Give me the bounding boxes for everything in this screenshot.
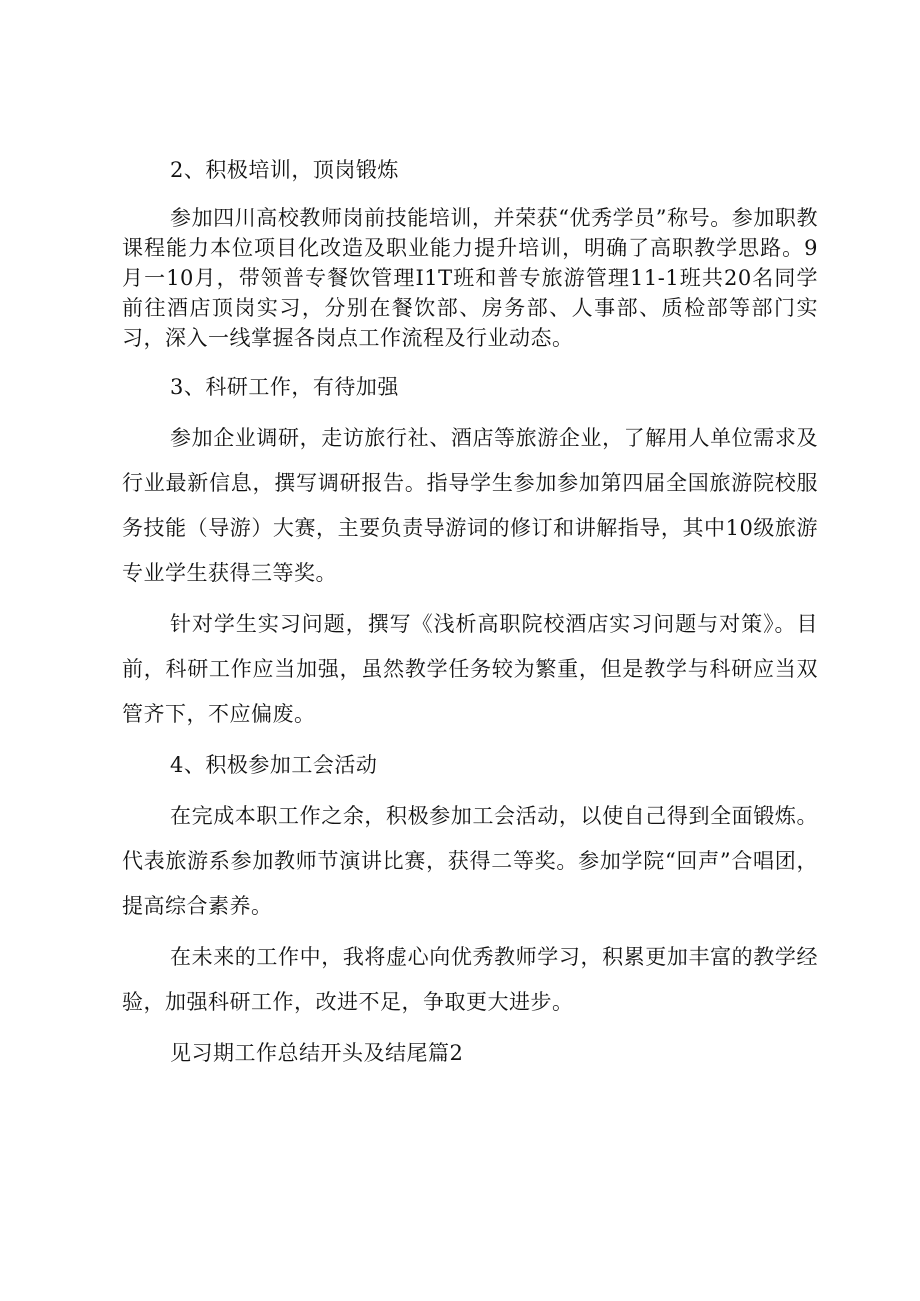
spacer (122, 353, 818, 365)
document-body (122, 148, 818, 1076)
next-article-title: 见习期工作总结开头及结尾篇2 (170, 1041, 464, 1065)
section-heading-research: 3、科研工作，有待加强 (170, 375, 399, 399)
paragraph-training: 参加四川高校教师岗前技能培训，并荣获“优秀学员”称号。参加职教课程能力本位项目化改造及职业能力提升培训，明确了高职教学思路。9月一10月，带领普专餐饮管理I1T班和普专旅游管理11-1班共20名同学前往酒店顶岗实习，分别在餐饮部、房务部、人事部、质检部等部门实习，深入一线掌握各岗点工作流程及行业动态。 (122, 206, 818, 350)
section-heading-union: 4、积极参加工会活动 (170, 753, 378, 777)
paragraph-union-activities: 在完成本职工作之余，积极参加工会活动，以使自己得到全面锻炼。代表旅游系参加教师节演讲比赛，获得二等奖。参加学院“回声”合唱团，提高综合素养。 (122, 804, 818, 918)
paragraph-future-plan: 在未来的工作中，我将虚心向优秀教师学习，积累更加丰富的教学经验，加强科研工作，改进不足，争取更大进步。 (122, 945, 818, 1014)
paragraph-research-paper: 针对学生实习问题，撰写《浅析高职院校酒店实习问题与对策》。目前，科研工作应当加强，虽然教学任务较为繁重，但是教学与科研应当双管齐下，不应偏废。 (122, 612, 818, 726)
section-heading-training: 2、积极培训，顶岗锻炼 (170, 158, 399, 182)
paragraph-research-survey: 参加企业调研，走访旅行社、酒店等旅游企业，了解用人单位需求及行业最新信息，撰写调研报告。指导学生参加参加第四届全国旅游院校服务技能（导游）大赛，主要负责导游词的修订和讲解指导，其中10级旅游专业学生获得三等奖。 (122, 426, 818, 585)
